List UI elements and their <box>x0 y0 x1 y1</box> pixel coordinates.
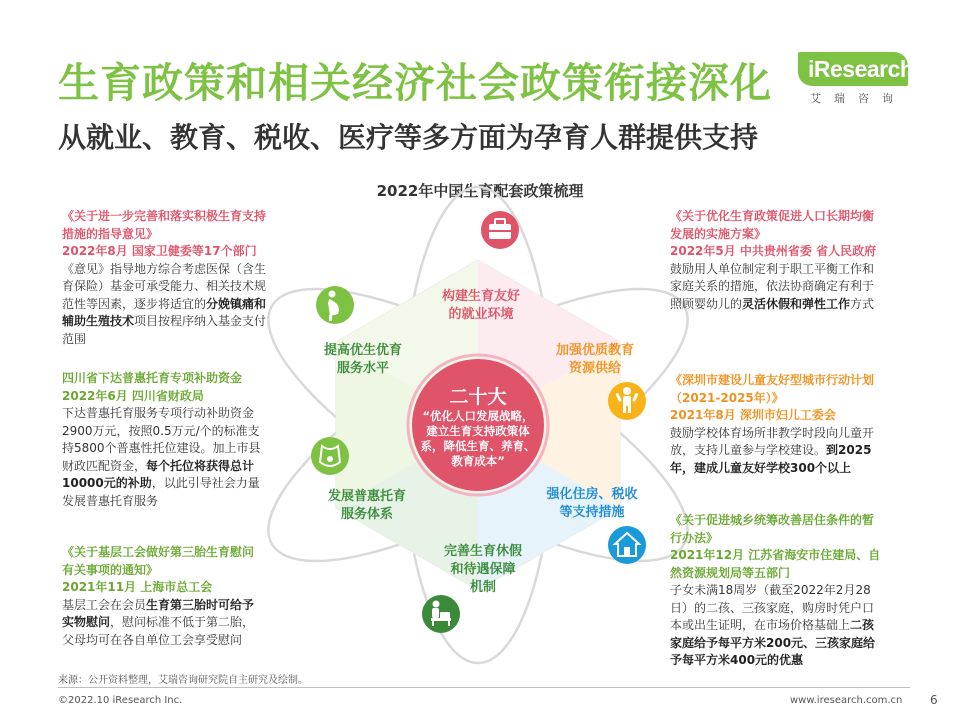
node-childcare-line-2: 服务体系 <box>340 507 393 522</box>
right-policy-1-body-2: 家庭关系的措施，依法协商确定有利于 <box>670 279 875 293</box>
center-line-4: 教育成本” <box>451 454 505 468</box>
node-employment <box>426 288 536 324</box>
node-eugenics-line-2: 服务水平 <box>336 361 389 376</box>
node-childcare-line-1: 发展普惠托育 <box>327 489 406 504</box>
left-policy-1-body-1: 《意见》指导地方综合考虑医保（含生 <box>62 261 267 276</box>
right-policy-3-body-1: 子女未满18周岁（截至2022年2月28 <box>670 583 871 597</box>
left-policy-1 <box>62 208 302 348</box>
left-policy-1-title-1: 《关于进一步完善和落实积极生育支持 <box>62 209 267 223</box>
logo-text: iResearch <box>808 56 914 82</box>
right-policy-1-body-1: 鼓励用人单位制定利于职工平衡工作和 <box>670 261 875 276</box>
left-policy-3-title-1: 《关于基层工会做好第三胎生育慰问 <box>62 545 255 559</box>
node-eugenics <box>308 342 418 378</box>
right-policy-1-title-2: 发展的实施方案》 <box>670 226 767 241</box>
node-leave-line-3: 机制 <box>469 580 496 595</box>
right-policy-3-body-2: 日）的二孩、三孩家庭，购房时凭户口 <box>670 600 875 615</box>
page-subtitle: 从就业、教育、税收、医疗等多方面为孕育人群提供支持 <box>58 121 759 154</box>
website: www.iresearch.com.cn <box>790 695 903 706</box>
right-policy-1-meta: 2022年5月 中共贵州省委 省人民政府 <box>670 244 877 258</box>
right-policy-3-title-2: 行办法》 <box>670 530 719 545</box>
center-label <box>408 385 548 469</box>
center-line-2: 建立生育支持政策体 <box>426 424 530 438</box>
right-policy-2-title-2: （2021-2025年）》 <box>670 390 784 405</box>
left-policy-3-title-2: 有关事项的通知》 <box>62 562 159 577</box>
left-policy-1-body-4: 辅助生殖技术项目按程序纳入基金支付 <box>62 314 267 328</box>
footer-divider <box>58 687 910 688</box>
left-policy-3-body-1: 基层工会在会员生育第三胎时可给予 <box>62 597 255 612</box>
left-policy-1-meta: 2022年8月 国家卫健委等17个部门 <box>62 244 257 258</box>
right-policy-2-title-1: 《深圳市建设儿童友好型城市行动计划 <box>670 373 875 387</box>
left-policy-2-body-6: 发展普惠托育服务 <box>62 493 159 508</box>
node-leave <box>428 543 538 597</box>
left-policy-1-body-5: 范围 <box>62 331 87 346</box>
node-housing-line-1: 强化住房、税收 <box>546 487 638 502</box>
logo-subtext: 艾瑞咨询 <box>810 92 906 105</box>
page-title: 生育政策和相关经济社会政策衔接深化 <box>58 59 772 107</box>
node-housing-line-2: 等支持措施 <box>559 505 625 520</box>
left-policy-2-body-3: 持5800个普惠性托位建设。加上市县 <box>62 441 261 455</box>
right-policy-3-meta-1: 2021年12月 江苏省海安市住建局、自 <box>670 548 881 562</box>
right-policy-2 <box>670 372 920 477</box>
right-policy-3-body-5: 予每平方米400元的优惠 <box>670 653 804 667</box>
left-policy-1-body-3: 范性等因素，逐步将适宜的分娩镇痛和 <box>62 296 267 311</box>
right-policy-2-body-2: 放，支持儿童参与学校建设。到2025 <box>670 443 872 457</box>
left-policy-2-body-4: 财政匹配资金，每个托位将获得总计 <box>62 458 255 473</box>
right-policy-2-body-1: 鼓励学校体育场所非教学时段向儿童开 <box>670 425 875 440</box>
source-note: 来源：公开资料整理，艾瑞咨询研究院自主研究及绘制。 <box>58 675 308 686</box>
right-policy-1 <box>670 208 920 313</box>
right-policy-3-meta-2: 然资源规划局等五部门 <box>670 565 791 580</box>
right-policy-3-body-3: 本或出生证明，在市场价格基础上二孩 <box>670 618 875 632</box>
center-line-3: 系，降低生育、养育、 <box>420 439 536 453</box>
node-employment-line-2: 的就业环境 <box>448 307 514 322</box>
copyright: ©2022.10 iResearch Inc. <box>58 695 183 706</box>
node-childcare <box>312 488 422 524</box>
right-policy-1-title-1: 《关于优化生育政策促进人口长期均衡 <box>670 209 875 223</box>
left-policy-2-meta: 2022年6月 四川省财政局 <box>62 388 204 403</box>
left-policy-2 <box>62 370 302 510</box>
left-policy-2-body-2: 2900万元，按照0.5万元/个的标准支 <box>62 423 260 438</box>
node-housing <box>532 486 652 522</box>
left-policy-3-body-3: 父母均可在各自单位工会享受慰问 <box>62 632 243 647</box>
left-policy-3 <box>62 544 302 649</box>
right-policy-2-meta: 2021年8月 深圳市妇儿工委会 <box>670 408 836 422</box>
left-policy-1-title-2: 措施的指导意见》 <box>62 226 159 241</box>
node-education <box>540 342 650 378</box>
center-line-1: “优化人口发展战略， <box>422 409 534 423</box>
left-policy-2-body-5: 10000元的补助，以此引导社会力量 <box>62 476 260 490</box>
diagram-title: 2022年中国生育配套政策梳理 <box>376 182 584 200</box>
left-policy-2-title: 四川省下达普惠托育专项补助资金 <box>62 371 243 385</box>
left-policy-3-meta: 2021年11月 上海市总工会 <box>62 580 213 594</box>
node-leave-line-1: 完善生育休假 <box>443 544 522 559</box>
page-number: 6 <box>930 693 938 707</box>
node-employment-line-1: 构建生育友好 <box>441 289 520 304</box>
node-education-line-1: 加强优质教育 <box>555 343 634 358</box>
center-heading: 二十大 <box>449 386 507 408</box>
right-policy-1-body-3: 照顾婴幼儿的灵活休假和弹性工作方式 <box>670 296 875 311</box>
right-policy-3-title-1: 《关于促进城乡统筹改善居住条件的暂 <box>670 513 875 527</box>
node-eugenics-line-1: 提高优生优育 <box>323 343 402 358</box>
node-leave-line-2: 和待遇保障 <box>450 562 516 577</box>
right-policy-3 <box>670 512 920 670</box>
left-policy-3-body-2: 实物慰问，慰问标准不低于第二胎， <box>62 615 255 629</box>
left-policy-1-body-2: 育保险）基金可承受能力、相关技术规 <box>62 279 267 293</box>
node-education-line-2: 资源供给 <box>568 361 621 376</box>
left-policy-2-body-1: 下达普惠托育服务专项行动补助资金 <box>62 406 255 420</box>
right-policy-3-body-4: 家庭给予每平方米200元、三孩家庭给 <box>670 635 876 650</box>
right-policy-2-body-3: 年，建成儿童友好学校300个以上 <box>670 460 852 475</box>
